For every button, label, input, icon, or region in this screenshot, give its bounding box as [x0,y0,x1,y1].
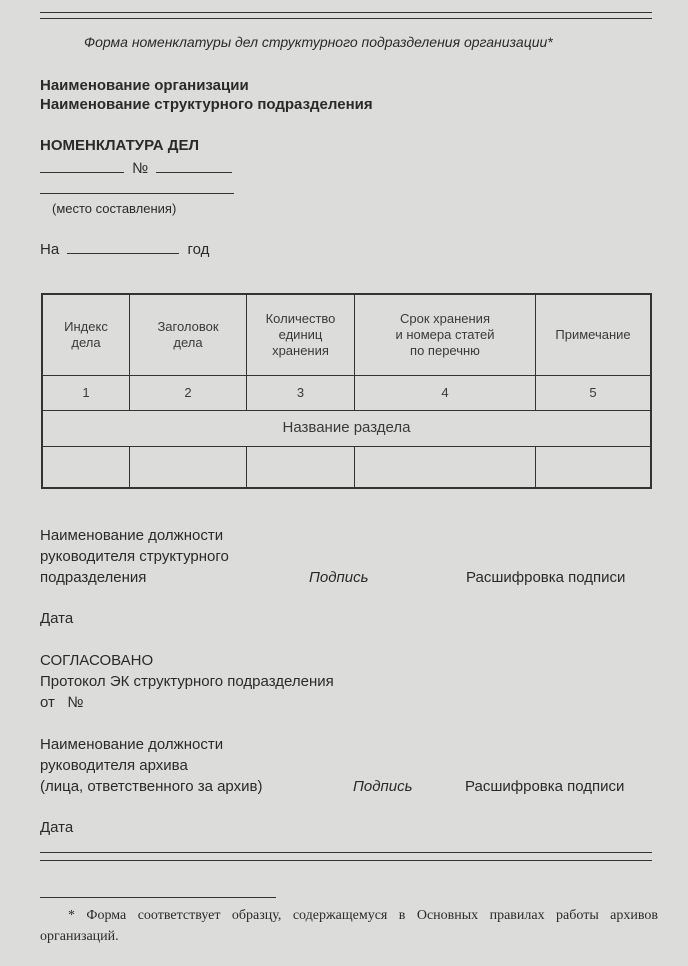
header-cell-quantity: Количество единиц хранения [247,295,355,375]
top-rule-2 [40,18,652,19]
bottom-rule-2 [40,860,652,861]
form-caption: Форма номенклатуры дел структурного подразделения организации* [84,34,553,50]
signature-label: Подпись [353,778,413,795]
nomenclature-table [41,293,652,489]
date-label: Дата [40,610,74,627]
date-blank [40,158,124,173]
number-cell-1: 1 [43,375,130,410]
number-cell-5: 5 [589,384,597,400]
header-cell-retention: Срок хранения и номера статей по перечню [355,295,536,375]
approved-label: СОГЛАСОВАНО [40,652,154,669]
number-cell-2: 2 [130,375,247,410]
position-line-2: руководителя архива [40,757,188,774]
position-line-3: подразделения [40,569,147,586]
signature-decode-label: Расшифровка подписи [465,778,625,795]
protocol-label: Протокол ЭК структурного подразделения [40,673,334,690]
organization-name: Наименование организации [40,77,249,94]
number-cell-3: 3 [247,375,355,410]
top-rule-1 [40,12,652,13]
bottom-rule-1 [40,852,652,853]
protocol-number: от № [40,694,84,711]
header-cell-note: Примечание [555,327,631,342]
year-blank [67,239,179,254]
number-blank [156,158,232,173]
position-line-1: Наименование должности [40,736,224,753]
empty-cell [130,446,247,487]
number-sign: № [132,160,149,177]
footnote-text: * Форма соответствует образцу, содержащемуся в Основных правилах работы архивов организаций. [40,908,658,944]
empty-cell [43,446,130,487]
header-cell-title: Заголовок дела [130,295,247,375]
place-blank [40,193,234,194]
footnote-separator [40,897,276,898]
signature-decode-label: Расшифровка подписи [466,569,626,586]
position-line-1: Наименование должности [40,527,224,544]
year-line [40,239,209,258]
division-name: Наименование структурного подразделения [40,96,373,113]
number-cell-4: 4 [355,375,536,410]
header-cell-index: Индекс дела [43,295,130,375]
number-line [40,158,232,177]
empty-cell [536,446,650,487]
section-title-cell: Название раздела [282,419,411,436]
year-prefix: На [40,241,60,258]
place-caption: (место составления) [52,201,177,216]
position-line-3: (лица, ответственного за архив) [40,778,263,795]
position-line-2: руководителя структурного [40,548,229,565]
document-title: НОМЕНКЛАТУРА ДЕЛ [40,137,199,154]
empty-cell [247,446,355,487]
year-suffix: год [187,241,210,258]
empty-cell [355,446,536,487]
date-label: Дата [40,819,74,836]
signature-label: Подпись [309,569,369,586]
